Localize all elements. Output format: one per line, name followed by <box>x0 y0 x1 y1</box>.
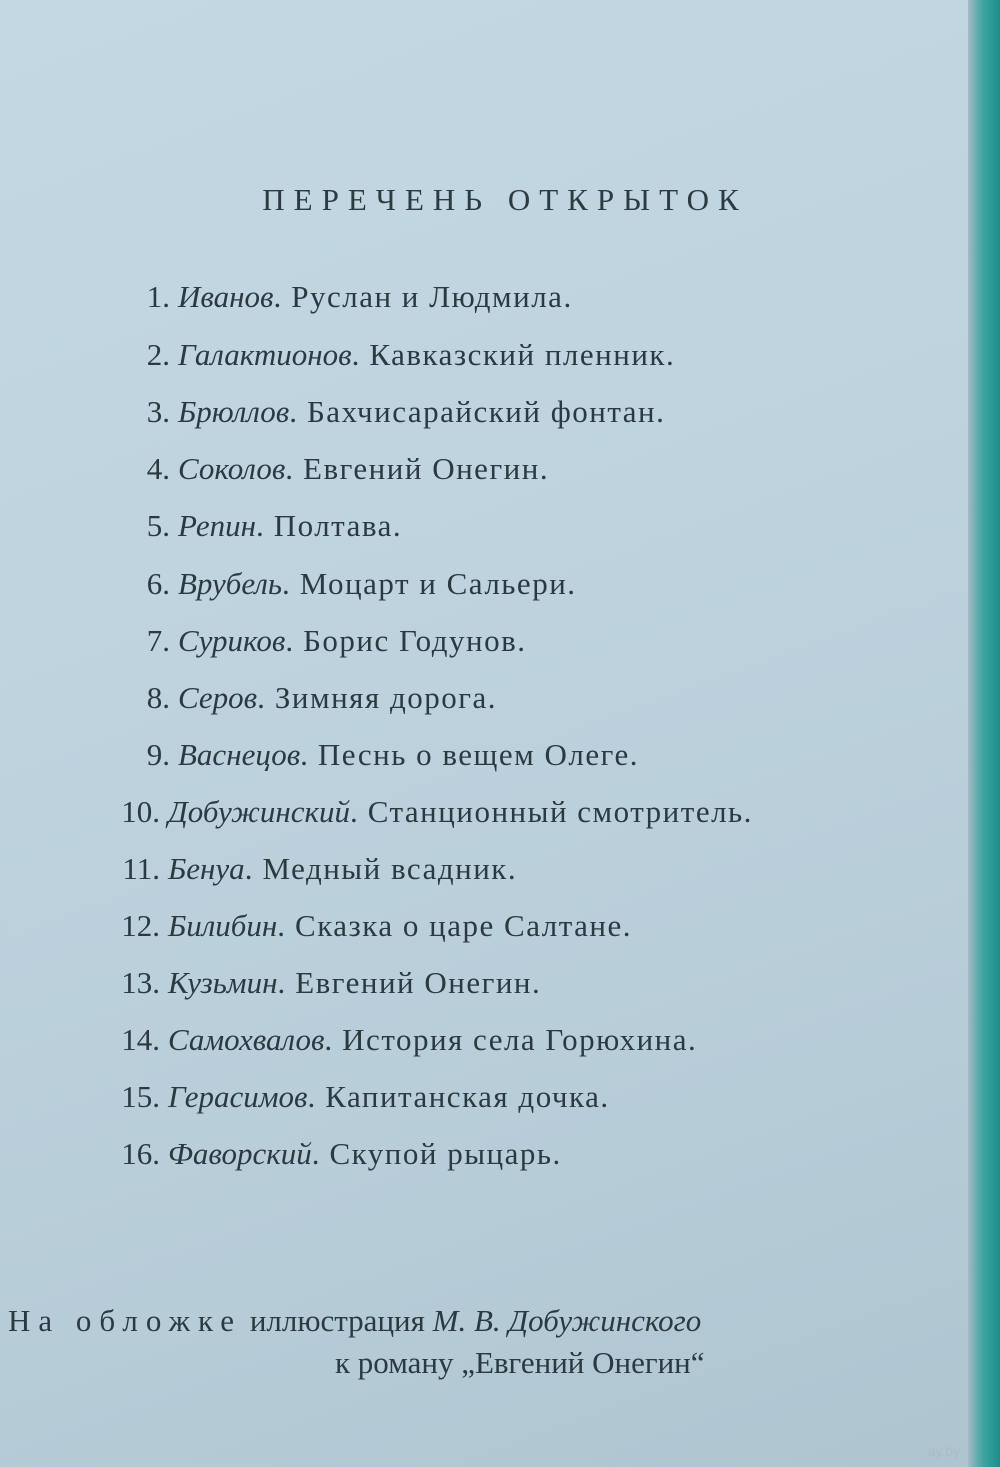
item-separator: . <box>255 508 264 543</box>
list-item <box>90 440 549 498</box>
list-item <box>90 383 665 441</box>
list-item <box>90 326 675 384</box>
list-item <box>90 268 573 326</box>
item-separator: . <box>311 1136 320 1171</box>
item-work: Медный всадник. <box>262 851 518 886</box>
item-separator: . <box>257 680 265 715</box>
cover-note-line-1 <box>8 1300 948 1342</box>
item-number: 11. <box>122 851 160 886</box>
item-author: Бенуа <box>168 851 245 886</box>
item-number: 8. <box>146 680 170 715</box>
item-author: Кузьмин <box>168 965 278 1000</box>
item-work: Полтава. <box>273 508 403 543</box>
item-work: Евгений Онегин. <box>295 965 542 1000</box>
cover-note-artist: М. В. Добужинского <box>432 1303 702 1338</box>
list-item <box>90 555 577 613</box>
item-work: Скупой рыцарь. <box>329 1136 562 1171</box>
list-item <box>80 840 517 898</box>
item-author: Брюллов <box>178 394 290 429</box>
item-author: Иванов <box>178 279 274 314</box>
item-author: Самохвалов <box>168 1022 325 1057</box>
item-work: Бахчисарайский фонтан. <box>307 394 666 429</box>
item-work: Евгений Онегин. <box>303 451 550 486</box>
list-item <box>90 669 497 727</box>
item-number: 2. <box>146 337 170 372</box>
item-work: История села Горюхина. <box>342 1022 698 1057</box>
item-separator: . <box>351 337 360 372</box>
item-work: Капитанская дочка. <box>325 1079 610 1114</box>
cover-note-middle: иллюстрация <box>249 1303 425 1338</box>
item-author: Репин <box>178 508 256 543</box>
list-item <box>80 1011 697 1069</box>
item-number: 6. <box>146 566 170 601</box>
item-author: Серов <box>178 680 258 715</box>
item-author: Соколов <box>178 451 286 486</box>
item-number: 14. <box>121 1022 160 1057</box>
item-number: 3. <box>146 394 170 429</box>
item-work: Моцарт и Сальери. <box>299 566 577 601</box>
item-number: 1. <box>146 279 170 314</box>
list-item <box>80 1068 610 1126</box>
item-author: Галактионов <box>178 337 352 372</box>
item-work: Зимняя дорога. <box>274 680 497 715</box>
item-work: Станционный смотритель. <box>367 794 753 829</box>
item-separator: . <box>307 1079 316 1114</box>
item-separator: . <box>244 851 253 886</box>
item-separator: . <box>285 623 294 658</box>
item-separator: . <box>273 279 282 314</box>
item-number: 7. <box>146 623 170 658</box>
item-separator: . <box>285 451 294 486</box>
item-separator: . <box>289 394 297 429</box>
item-work: Борис Годунов. <box>303 623 527 658</box>
item-author: Врубель <box>178 566 282 601</box>
item-number: 13. <box>121 965 160 1000</box>
item-author: Суриков <box>178 623 286 658</box>
item-number: 15. <box>121 1079 160 1114</box>
cover-note <box>8 1300 948 1384</box>
card-edge <box>968 0 1000 1467</box>
item-number: 12. <box>121 908 160 943</box>
item-number: 10. <box>121 794 160 829</box>
list-item <box>80 897 632 955</box>
cover-note-prefix: На обложке <box>8 1303 243 1338</box>
item-work: Сказка о царе Салтане. <box>295 908 632 943</box>
item-work: Руслан и Людмила. <box>291 279 573 314</box>
item-author: Добужинский <box>168 794 350 829</box>
item-work: Песнь о вещем Олеге. <box>317 737 639 772</box>
item-separator: . <box>349 794 358 829</box>
item-separator: . <box>277 965 286 1000</box>
item-separator: . <box>300 737 308 772</box>
list-item <box>90 726 639 784</box>
list-item <box>80 1125 562 1183</box>
list-item <box>80 954 541 1012</box>
cover-note-line-2: к роману „Евгений Онегин“ <box>335 1345 705 1380</box>
item-author: Васнецов <box>178 737 301 772</box>
item-number: 4. <box>146 451 170 486</box>
item-separator: . <box>324 1022 333 1057</box>
item-separator: . <box>277 908 286 943</box>
page-title: ПЕРЕЧЕНЬ ОТКРЫТОК <box>262 182 748 217</box>
item-author: Билибин <box>168 908 278 943</box>
item-author: Фаворский <box>168 1136 312 1171</box>
item-separator: . <box>282 566 290 601</box>
item-author: Герасимов <box>168 1079 308 1114</box>
item-work: Кавказский пленник. <box>369 337 676 372</box>
item-number: 5. <box>146 508 170 543</box>
list-item <box>80 783 753 841</box>
watermark: ay.by <box>927 1443 960 1459</box>
item-number: 9. <box>146 737 170 772</box>
list-item <box>90 612 527 670</box>
list-item <box>90 497 402 555</box>
item-number: 16. <box>121 1136 160 1171</box>
